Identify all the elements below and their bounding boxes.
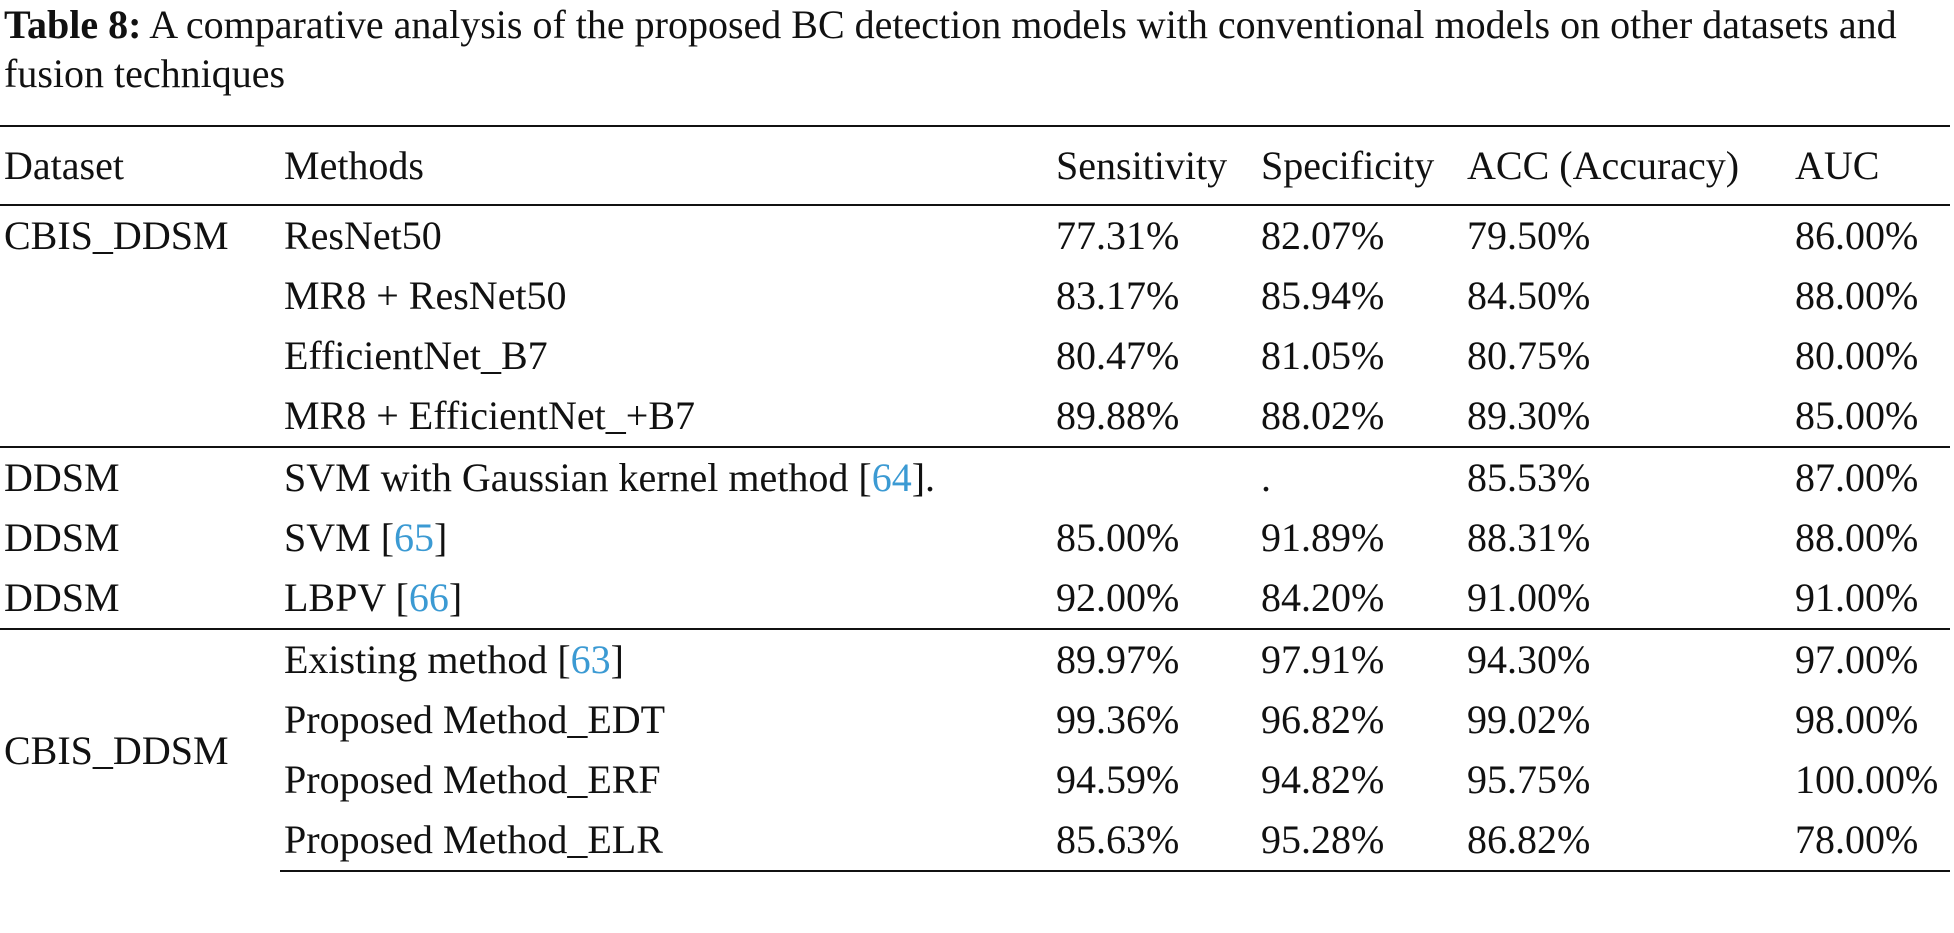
- caption-label: Table 8:: [4, 2, 142, 47]
- dataset-cell: CBIS_DDSM: [0, 629, 280, 871]
- method-cell: ResNet50: [284, 213, 442, 258]
- specificity-cell: .: [1257, 447, 1463, 508]
- auc-cell: 88.00%: [1795, 273, 1919, 318]
- sensitivity-cell: [1052, 447, 1257, 508]
- auc-cell: 91.00%: [1795, 575, 1919, 620]
- auc-cell: 100.00%: [1795, 757, 1939, 802]
- table-row: [0, 326, 1950, 386]
- header-acc: ACC (Accuracy): [1467, 143, 1740, 188]
- auc-cell: 86.00%: [1795, 213, 1919, 258]
- method-suffix: ].: [911, 455, 936, 500]
- acc-cell: 89.30%: [1467, 393, 1591, 438]
- table-row: [0, 386, 1950, 447]
- citation-link[interactable]: 65: [394, 515, 435, 560]
- method-text: SVM [: [284, 515, 395, 560]
- comparison-table: [0, 125, 1950, 872]
- specificity-cell: 81.05%: [1261, 333, 1385, 378]
- citation-link[interactable]: 66: [408, 575, 449, 620]
- citation-link[interactable]: 64: [871, 455, 912, 500]
- method-cell: [280, 447, 1052, 508]
- citation-link[interactable]: 63: [570, 637, 611, 682]
- method-cell: Proposed Method_ELR: [280, 810, 1052, 871]
- table-row: [0, 690, 1950, 750]
- specificity-cell: 95.28%: [1257, 810, 1463, 871]
- auc-cell: 97.00%: [1791, 629, 1950, 690]
- table-row: [0, 205, 1950, 266]
- specificity-cell: 97.91%: [1257, 629, 1463, 690]
- acc-cell: 86.82%: [1463, 810, 1791, 871]
- header-auc: AUC: [1795, 143, 1880, 188]
- method-text: SVM with Gaussian kernel method [: [284, 455, 872, 500]
- sensitivity-cell: 89.97%: [1052, 629, 1257, 690]
- acc-cell: 94.30%: [1463, 629, 1791, 690]
- dataset-cell: DDSM: [4, 515, 120, 560]
- table-row: [0, 266, 1950, 326]
- sensitivity-cell: 85.63%: [1052, 810, 1257, 871]
- auc-cell: 88.00%: [1795, 515, 1919, 560]
- dataset-cell: CBIS_DDSM: [4, 213, 229, 258]
- auc-cell: 85.00%: [1795, 393, 1919, 438]
- auc-cell: 87.00%: [1791, 447, 1950, 508]
- table-row: [0, 750, 1950, 810]
- acc-cell: 80.75%: [1467, 333, 1591, 378]
- table-row: [0, 629, 1950, 690]
- sensitivity-cell: 89.88%: [1056, 393, 1180, 438]
- caption-text: A comparative analysis of the proposed BC detection models with conventional models on other datasets and fusion techniques: [4, 2, 1897, 96]
- specificity-cell: 85.94%: [1261, 273, 1385, 318]
- specificity-cell: 94.82%: [1261, 757, 1385, 802]
- acc-cell: 99.02%: [1467, 697, 1591, 742]
- sensitivity-cell: 83.17%: [1056, 273, 1180, 318]
- sensitivity-cell: 80.47%: [1056, 333, 1180, 378]
- header-methods: Methods: [284, 143, 424, 188]
- method-cell: [280, 568, 1052, 629]
- table-row: [0, 810, 1950, 871]
- specificity-cell: 88.02%: [1261, 393, 1385, 438]
- acc-cell: 84.50%: [1467, 273, 1591, 318]
- auc-cell: 80.00%: [1795, 333, 1919, 378]
- sensitivity-cell: 77.31%: [1056, 213, 1180, 258]
- method-text: LBPV [: [284, 575, 409, 620]
- auc-cell: 98.00%: [1795, 697, 1919, 742]
- header-dataset: Dataset: [4, 143, 124, 188]
- auc-cell: 78.00%: [1791, 810, 1950, 871]
- table-row: [0, 568, 1950, 629]
- specificity-cell: 84.20%: [1261, 575, 1385, 620]
- dataset-cell: [0, 386, 280, 447]
- sensitivity-cell: 85.00%: [1056, 515, 1180, 560]
- acc-cell: 85.53%: [1463, 447, 1791, 508]
- specificity-cell: 96.82%: [1261, 697, 1385, 742]
- method-cell: MR8 + ResNet50: [284, 273, 567, 318]
- method-cell: Proposed Method_EDT: [284, 697, 666, 742]
- method-cell: Proposed Method_ERF: [284, 757, 661, 802]
- table-row: [0, 447, 1950, 508]
- header-specificity: Specificity: [1261, 143, 1435, 188]
- acc-cell: 91.00%: [1467, 575, 1591, 620]
- sensitivity-cell: 92.00%: [1056, 575, 1180, 620]
- method-cell: EfficientNet_B7: [284, 333, 548, 378]
- method-suffix: ]: [610, 637, 624, 682]
- method-cell: MR8 + EfficientNet_+B7: [284, 393, 695, 438]
- sensitivity-cell: 99.36%: [1056, 697, 1180, 742]
- table-row: [0, 508, 1950, 568]
- dataset-cell: [0, 326, 280, 386]
- method-cell: [280, 629, 1052, 690]
- method-text: Existing method [: [284, 637, 571, 682]
- dataset-cell: DDSM: [4, 575, 120, 620]
- acc-cell: 95.75%: [1467, 757, 1591, 802]
- sensitivity-cell: 94.59%: [1056, 757, 1180, 802]
- table-caption: [4, 0, 1950, 98]
- specificity-cell: 91.89%: [1261, 515, 1385, 560]
- method-suffix: ]: [434, 515, 448, 560]
- dataset-cell: [0, 266, 280, 326]
- dataset-cell: DDSM: [0, 447, 280, 508]
- header-row: [0, 126, 1950, 205]
- method-suffix: ]: [448, 575, 463, 620]
- header-sensitivity: Sensitivity: [1056, 143, 1228, 188]
- acc-cell: 79.50%: [1467, 213, 1591, 258]
- method-cell: [280, 508, 1052, 568]
- specificity-cell: 82.07%: [1261, 213, 1385, 258]
- acc-cell: 88.31%: [1467, 515, 1591, 560]
